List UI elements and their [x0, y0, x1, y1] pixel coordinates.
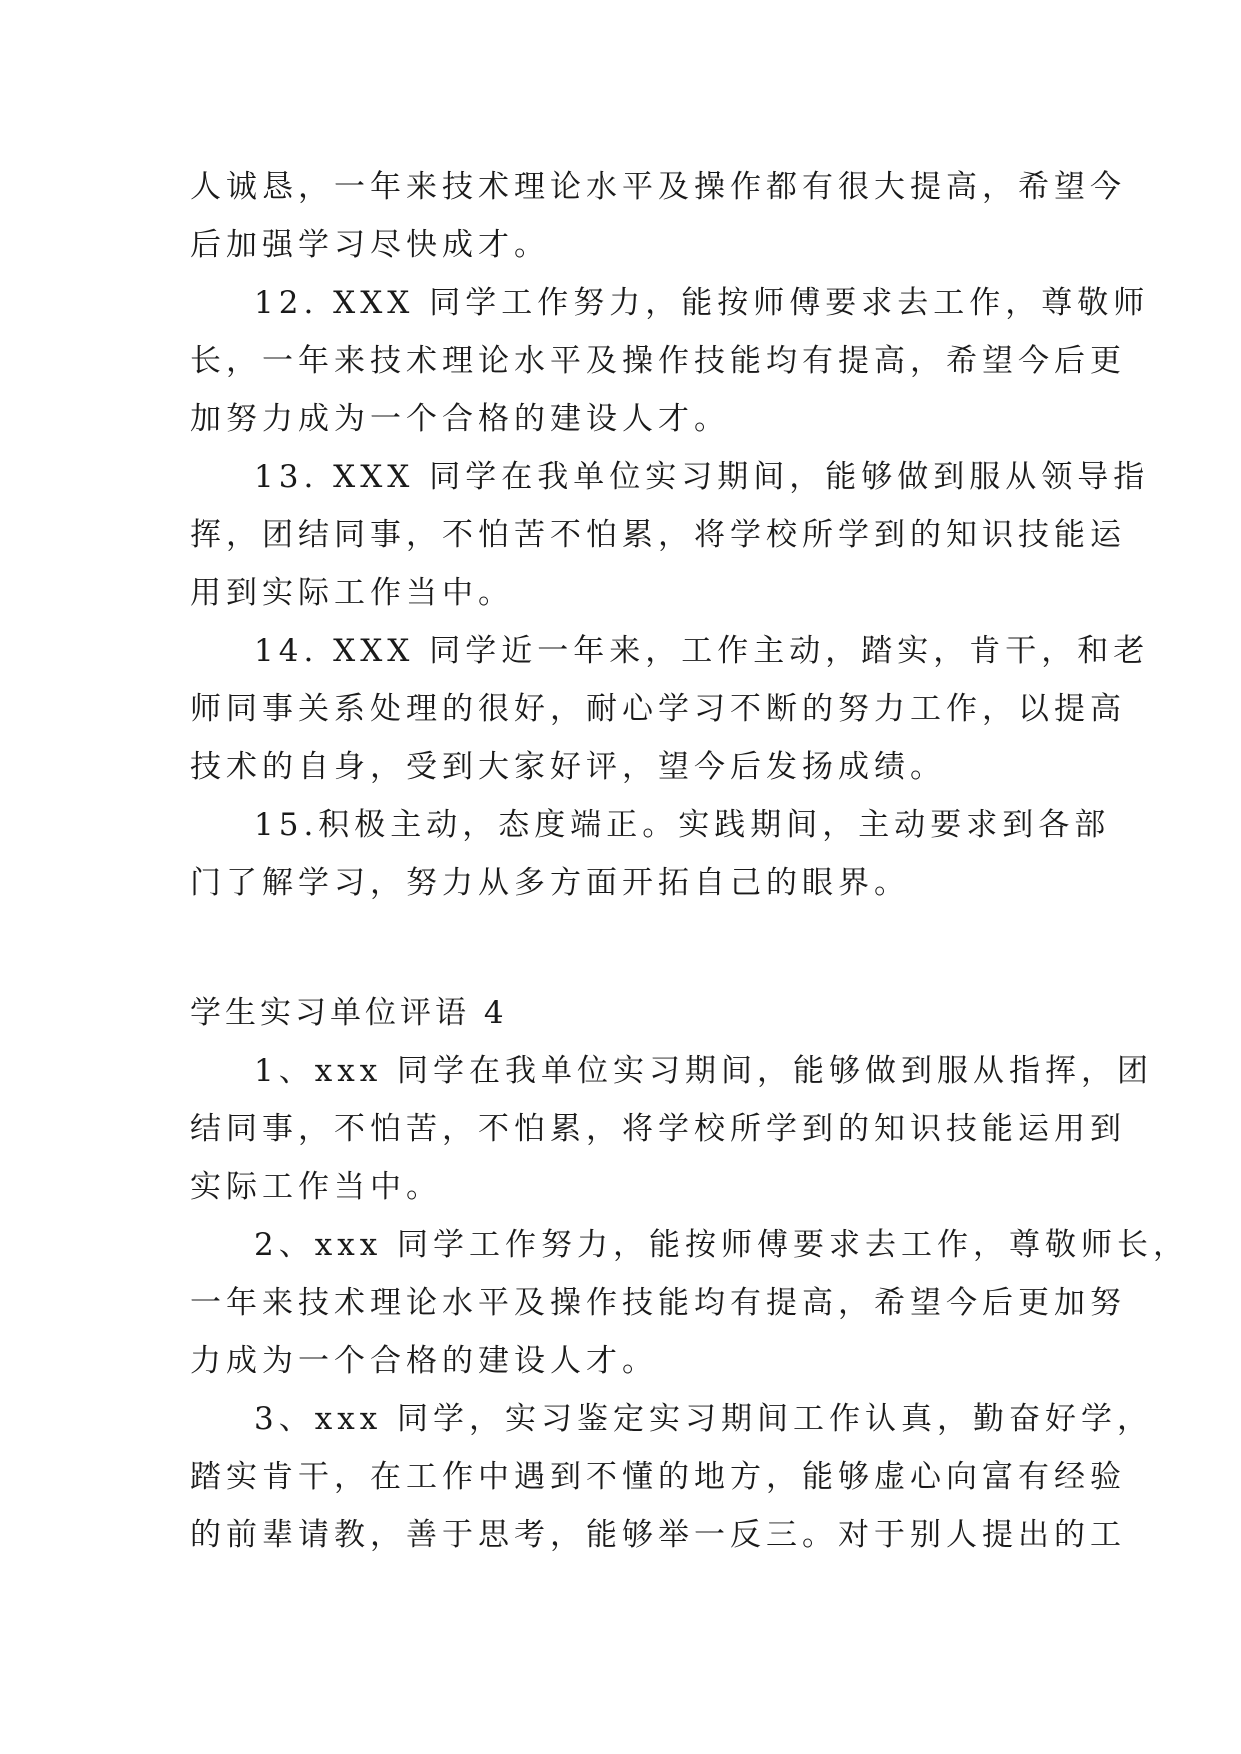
text-line: 结同事，不怕苦，不怕累，将学校所学到的知识技能运用到 — [190, 1111, 1126, 1147]
text-line: 14. XXX 同学近一年来，工作主动，踏实，肯干，和老 — [254, 633, 1150, 669]
text-line: 力成为一个合格的建设人才。 — [190, 1343, 658, 1379]
text-line: 师同事关系处理的很好，耐心学习不断的努力工作，以提高 — [190, 691, 1126, 727]
section-spacer — [190, 912, 1052, 984]
text-line: 长，一年来技术理论水平及操作技能均有提高，希望今后更 — [190, 343, 1126, 379]
section-heading: 学生实习单位评语 4 — [190, 995, 508, 1031]
paragraph-item-12 — [190, 274, 1150, 448]
text-line: 12. XXX 同学工作努力，能按师傅要求去工作，尊敬师 — [254, 285, 1150, 321]
text-line: 后加强学习尽快成才。 — [190, 227, 550, 263]
text-line: 实际工作当中。 — [190, 1169, 442, 1205]
text-line: 技术的自身，受到大家好评，望今后发扬成绩。 — [190, 749, 946, 785]
text-line: 一年来技术理论水平及操作技能均有提高，希望今后更加努 — [190, 1285, 1126, 1321]
text-line: 13. XXX 同学在我单位实习期间，能够做到服从领导指 — [254, 459, 1150, 495]
text-line: 门了解学习，努力从多方面开拓自己的眼界。 — [190, 865, 910, 901]
paragraph-item-1 — [190, 1042, 1154, 1216]
text-line: 15.积极主动，态度端正。实践期间，主动要求到各部 — [254, 807, 1111, 843]
text-line: 用到实际工作当中。 — [190, 575, 514, 611]
text-line: 加努力成为一个合格的建设人才。 — [190, 401, 730, 437]
text-line: 的前辈请教，善于思考，能够举一反三。对于别人提出的工 — [190, 1517, 1126, 1553]
paragraph-item-14 — [190, 622, 1150, 796]
text-line: 踏实肯干，在工作中遇到不懂的地方，能够虚心向富有经验 — [190, 1459, 1126, 1495]
paragraph-item-15 — [190, 796, 1111, 912]
text-line: 人诚恳，一年来技术理论水平及操作都有很大提高，希望今 — [190, 169, 1126, 205]
paragraph-item-2 — [190, 1216, 1190, 1390]
text-line: 3、xxx 同学，实习鉴定实习期间工作认真，勤奋好学， — [254, 1401, 1154, 1437]
paragraph-item-11-tail — [190, 158, 1126, 274]
text-line: 2、xxx 同学工作努力，能按师傅要求去工作，尊敬师长， — [254, 1227, 1190, 1263]
text-line: 挥，团结同事，不怕苦不怕累，将学校所学到的知识技能运 — [190, 517, 1126, 553]
paragraph-item-3 — [190, 1390, 1154, 1564]
document-body — [190, 158, 1190, 1564]
text-line: 1、xxx 同学在我单位实习期间，能够做到服从指挥，团 — [254, 1053, 1154, 1089]
paragraph-item-13 — [190, 448, 1150, 622]
